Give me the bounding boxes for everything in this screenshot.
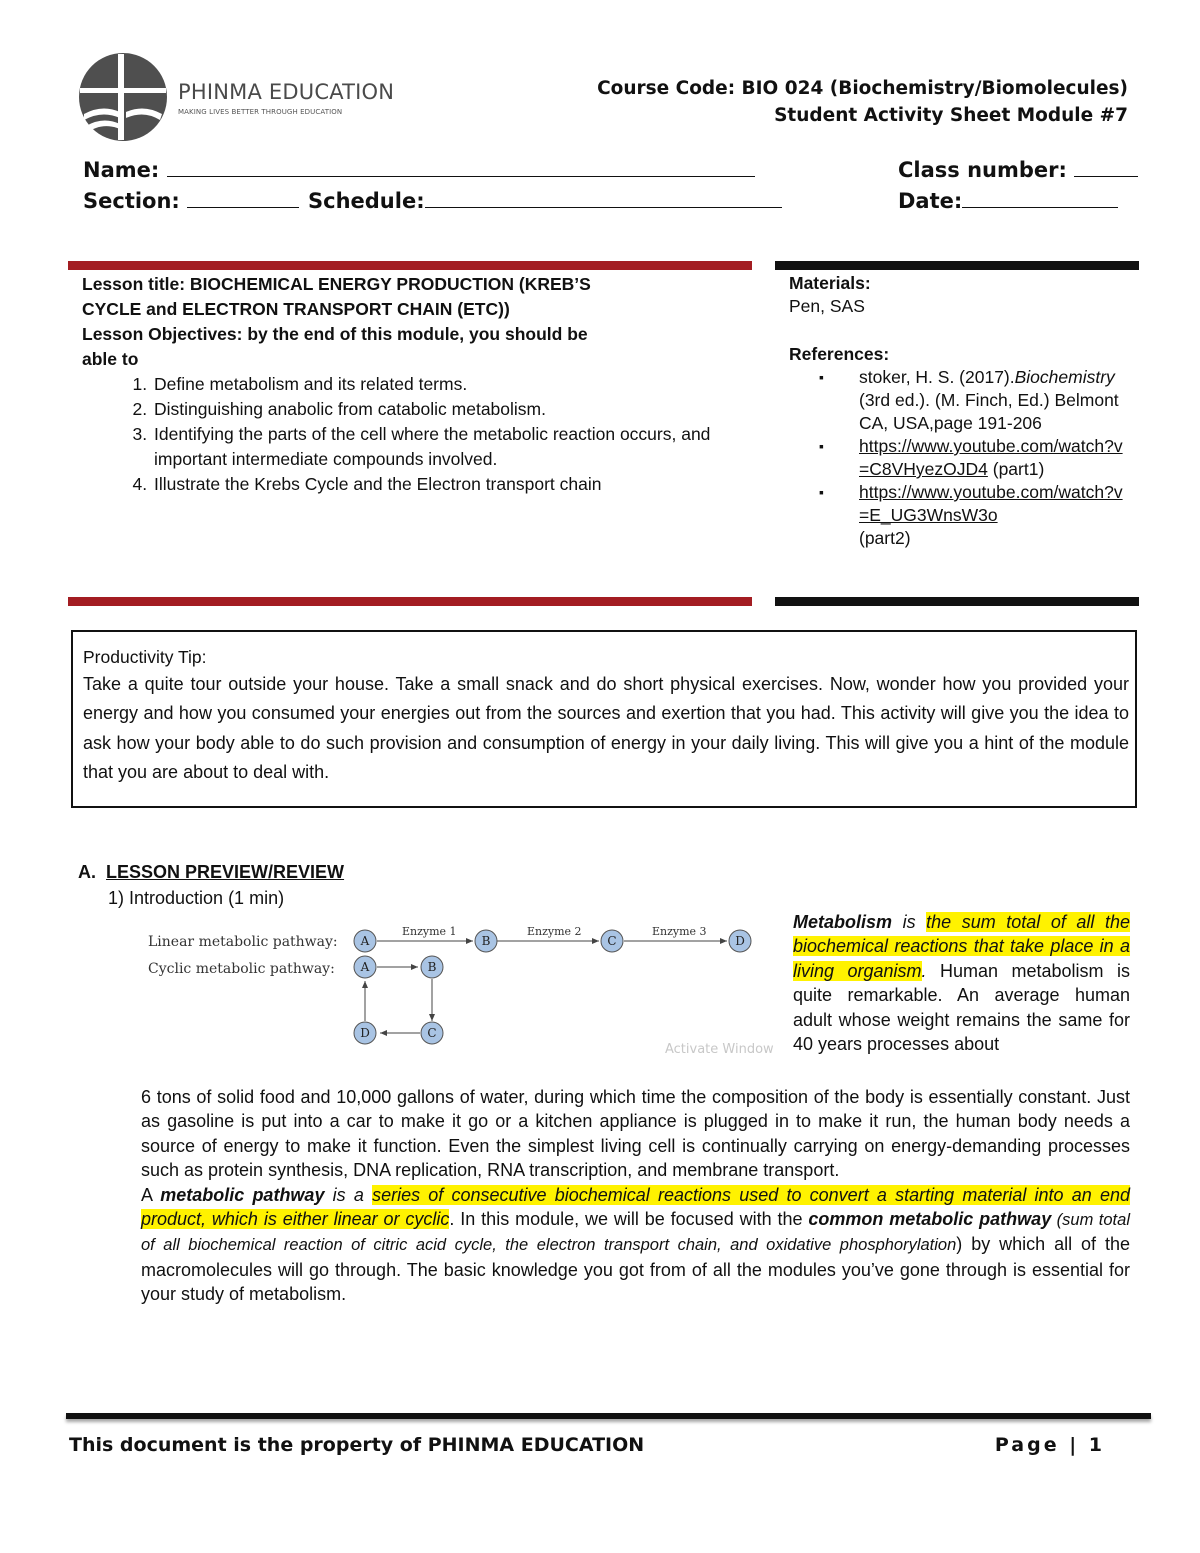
date-blank[interactable] xyxy=(962,188,1118,208)
schedule-field[interactable] xyxy=(308,188,782,213)
enzyme-3-label: Enzyme 3 xyxy=(652,925,707,938)
lesson-top-rule xyxy=(68,261,752,270)
enzyme-2-label: Enzyme 2 xyxy=(527,925,582,938)
tip-title: Productivity Tip: xyxy=(83,647,207,667)
objective-item: 1. Define metabolism and its related terms. xyxy=(152,372,742,397)
objective-item: 4. Illustrate the Krebs Cycle and the Electron transport chain xyxy=(152,472,742,497)
schedule-blank[interactable] xyxy=(425,188,782,208)
node-label: A xyxy=(360,960,370,974)
activate-windows-watermark: Activate Window xyxy=(665,1042,774,1057)
page-number: Page | 1 xyxy=(994,1434,1105,1456)
productivity-tip-box xyxy=(71,630,1137,808)
reference-item: ▪ https://www.youtube.com/watch?v=C8VHyezOJD4 (part1) xyxy=(859,435,1124,481)
metabolism-definition: Metabolism is the sum total of all the biochemical reactions that take place in a living organism. Human metabolism is quite remarkable. An average human adult whose weight remains the same for 40 years processes about xyxy=(793,912,1130,1055)
objectives-heading-line2: able to xyxy=(82,349,139,369)
name-label: Name: xyxy=(83,158,160,182)
objective-item: 3. Identifying the parts of the cell where the metabolic reaction occurs, and important intermediate compounds involved. xyxy=(152,422,729,472)
section-a-heading: A. LESSON PREVIEW/REVIEW xyxy=(78,862,345,882)
linear-pathway-label: Linear metabolic pathway: xyxy=(148,934,338,950)
youtube-link-part2[interactable]: https://www.youtube.com/watch?v=E_UG3WnsW3o xyxy=(859,482,1123,525)
lesson-title-line1: Lesson title: BIOCHEMICAL ENERGY PRODUCTION (KREB’S xyxy=(82,274,591,294)
objectives-heading-line1: Lesson Objectives: by the end of this module, you should be xyxy=(82,324,588,344)
youtube-link-part1[interactable]: https://www.youtube.com/watch?v=C8VHyezOJD4 xyxy=(859,436,1123,479)
reference-item: ▪ stoker, H. S. (2017).Biochemistry (3rd ed.). (M. Finch, Ed.) Belmont CA, USA,page 191-206 xyxy=(859,366,1124,435)
node-label: D xyxy=(360,1026,370,1040)
lesson-bottom-rule xyxy=(68,597,752,606)
section-blank[interactable] xyxy=(187,188,299,208)
node-label: B xyxy=(427,960,437,974)
node-label: C xyxy=(607,934,617,948)
cyclic-pathway-label: Cyclic metabolic pathway: xyxy=(148,961,335,977)
enzyme-1-label: Enzyme 1 xyxy=(402,925,457,938)
metabolism-definition-highlight: the sum total of all the biochemical reactions that take place in a living organism xyxy=(793,912,1130,981)
footer-property-notice: This document is the property of PHINMA EDUCATION xyxy=(69,1434,645,1456)
date-field[interactable] xyxy=(898,188,1118,213)
section-a-title: LESSON PREVIEW/REVIEW xyxy=(106,862,345,882)
references-heading: References: xyxy=(789,344,890,364)
metabolic-pathway-definition-highlight: series of consecutive biochemical reactions used to convert a starting material into an end product, which is either linear or cyclic xyxy=(141,1184,1131,1230)
name-field[interactable] xyxy=(83,157,755,182)
class-number-field[interactable] xyxy=(898,157,1138,182)
reference-item: ▪ https://www.youtube.com/watch?v=E_UG3WnsW3o (part2) xyxy=(859,481,1124,550)
materials-block xyxy=(789,272,1134,550)
metabolism-paragraph: 6 tons of solid food and 10,000 gallons of water, during which time the composition of the body is essentially constant. Just as gasoline is put into a car to make it go or a kitchen appliance is plugged in to make it run, the human body needs a source of energy to make it function. Even the simplest living cell is continually carrying on energy-demanding processes such as protein synthesis, DNA replication, RNA transcription, and membrane transport. A metabolic pathway is a series of consecutive biochemical reactions used to convert a starting material into an end product, which is either linear or cyclic. In this module, we will be focused with the common metabolic pathway (sum total of all biochemical reaction of citric acid cycle, the electron transport chain, and oxidative phosphorylation) by which all of the macromolecules will go through. The basic knowledge you got from of all the modules you’ve gone through is essential for your study of metabolism. xyxy=(141,1087,1131,1305)
section-label: Section: xyxy=(83,189,180,213)
phinma-logo-icon xyxy=(78,52,168,142)
metabolic-pathway-diagram xyxy=(140,915,785,1065)
sas-title: Student Activity Sheet Module #7 xyxy=(774,105,1128,126)
class-number-label: Class number: xyxy=(898,158,1067,182)
footer-rule xyxy=(66,1413,1151,1419)
common-metabolic-pathway-term: common metabolic pathway xyxy=(808,1209,1052,1230)
course-code: Course Code: BIO 024 (Biochemistry/Biomolecules) xyxy=(597,78,1128,99)
node-label: D xyxy=(735,934,745,948)
node-label: B xyxy=(481,934,491,948)
schedule-label: Schedule: xyxy=(308,189,425,213)
class-number-blank[interactable] xyxy=(1074,157,1138,177)
tip-text: Take a quite tour outside your house. Take a small snack and do short physical exercises. Now, wonder how you provided your energy and how you consumed your energies out from the sources and exertion that you had. This activity will give you the idea to ask how your body able to do such provision and consumption of energy in your daily living. This will give you a hint of the module that you are about to deal with. xyxy=(83,674,1129,782)
objectives-list xyxy=(82,372,742,497)
materials-heading: Materials: xyxy=(789,273,871,293)
section-field[interactable] xyxy=(83,188,299,213)
node-label: C xyxy=(427,1026,437,1040)
lesson-block xyxy=(82,272,742,497)
materials-bottom-rule xyxy=(775,597,1139,606)
materials-items: Pen, SAS xyxy=(789,296,865,316)
date-label: Date: xyxy=(898,189,963,213)
references-list xyxy=(789,366,1134,550)
logo-wordmark: PHINMA EDUCATION xyxy=(178,80,395,104)
materials-top-rule xyxy=(775,261,1139,270)
lesson-title-line2: CYCLE and ELECTRON TRANSPORT CHAIN (ETC)) xyxy=(82,299,510,319)
node-label: A xyxy=(360,934,370,948)
name-blank[interactable] xyxy=(167,157,755,177)
objective-item: 2. Distinguishing anabolic from catabolic metabolism. xyxy=(152,397,742,422)
logo-tagline: MAKING LIVES BETTER THROUGH EDUCATION xyxy=(178,108,343,116)
metabolic-pathway-term: metabolic pathway xyxy=(160,1184,325,1205)
metabolism-term: Metabolism xyxy=(793,912,893,932)
introduction-heading: 1) Introduction (1 min) xyxy=(108,888,285,908)
